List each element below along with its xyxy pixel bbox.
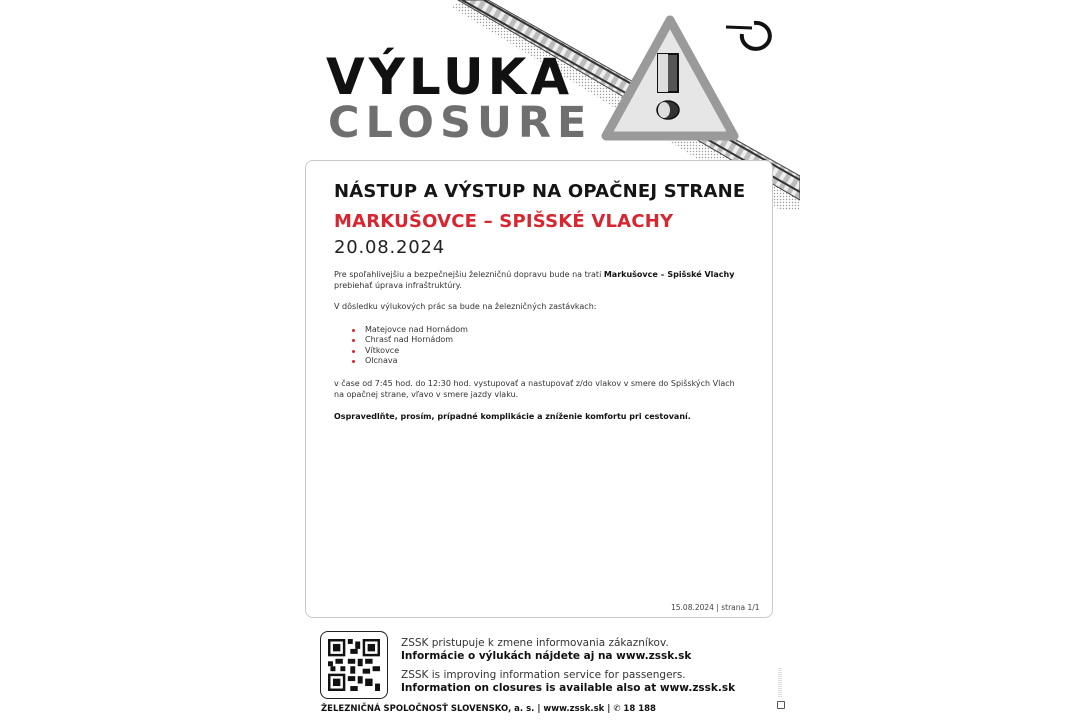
closure-date: 20.08.2024: [334, 237, 446, 258]
title-closure-en: CLOSURE: [328, 98, 593, 148]
side-mark-icon: [777, 701, 785, 709]
route-bold: Markušovce – Spišské Vlachy: [603, 270, 735, 279]
zssk-logo-icon: [724, 18, 776, 52]
footer-sk-line2[interactable]: Informácie o výlukách nájdete aj na www.zssk.sk: [401, 650, 692, 662]
title-closure-sk: VÝLUKA: [326, 48, 574, 106]
company-info: ŽELEZNIČNÁ SPOLOČNOSŤ SLOVENSKO, a. s. | www.zssk.sk | ✆ 18 188: [321, 704, 656, 714]
footer-sk-line1: ZSSK pristupuje k zmene informovania zákazníkov.: [401, 637, 669, 649]
notice-headline: NÁSTUP A VÝSTUP NA OPAČNEJ STRANE: [334, 181, 746, 202]
list-item: Chrasť nad Hornádom: [352, 335, 468, 345]
stops-list: [352, 325, 468, 366]
paragraph-stops-intro: V dôsledku výlukových prác sa bude na železničných zastávkach:: [334, 302, 597, 311]
list-item: Matejovce nad Hornádom: [352, 325, 468, 335]
footer-en-line2[interactable]: Information on closures is available also at www.zssk.sk: [401, 682, 736, 694]
apology-text: Ospravedlňte, prosím, prípadné komplikácie a zníženie komfortu pri cestovaní.: [334, 412, 691, 421]
warning-triangle-exclamation-icon: [600, 14, 740, 142]
route-title: MARKUŠOVCE – SPIŠSKÉ VLACHY: [334, 211, 674, 232]
page-info: 15.08.2024 | strana 1/1: [671, 603, 760, 612]
qr-code-icon[interactable]: [320, 631, 388, 699]
side-credit-text: [778, 668, 782, 698]
list-item: Olcnava: [352, 356, 468, 366]
paragraph-times: v čase od 7:45 hod. do 12:30 hod. vystupovať a nastupovať z/do vlakov v smere do Spišských Vlach na opačnej strane, vľavo v smere jazdy vlaku.: [334, 379, 735, 399]
paragraph-intro: Pre spoľahlivejšiu a bezpečnejšiu železničnú dopravu bude na trati Markušovce – Spišské Vlachy prebiehať úprava infraštruktúry.: [334, 270, 735, 290]
footer-en-line1: ZSSK is improving information service for passengers.: [401, 669, 686, 681]
list-item: Vítkovce: [352, 346, 468, 356]
